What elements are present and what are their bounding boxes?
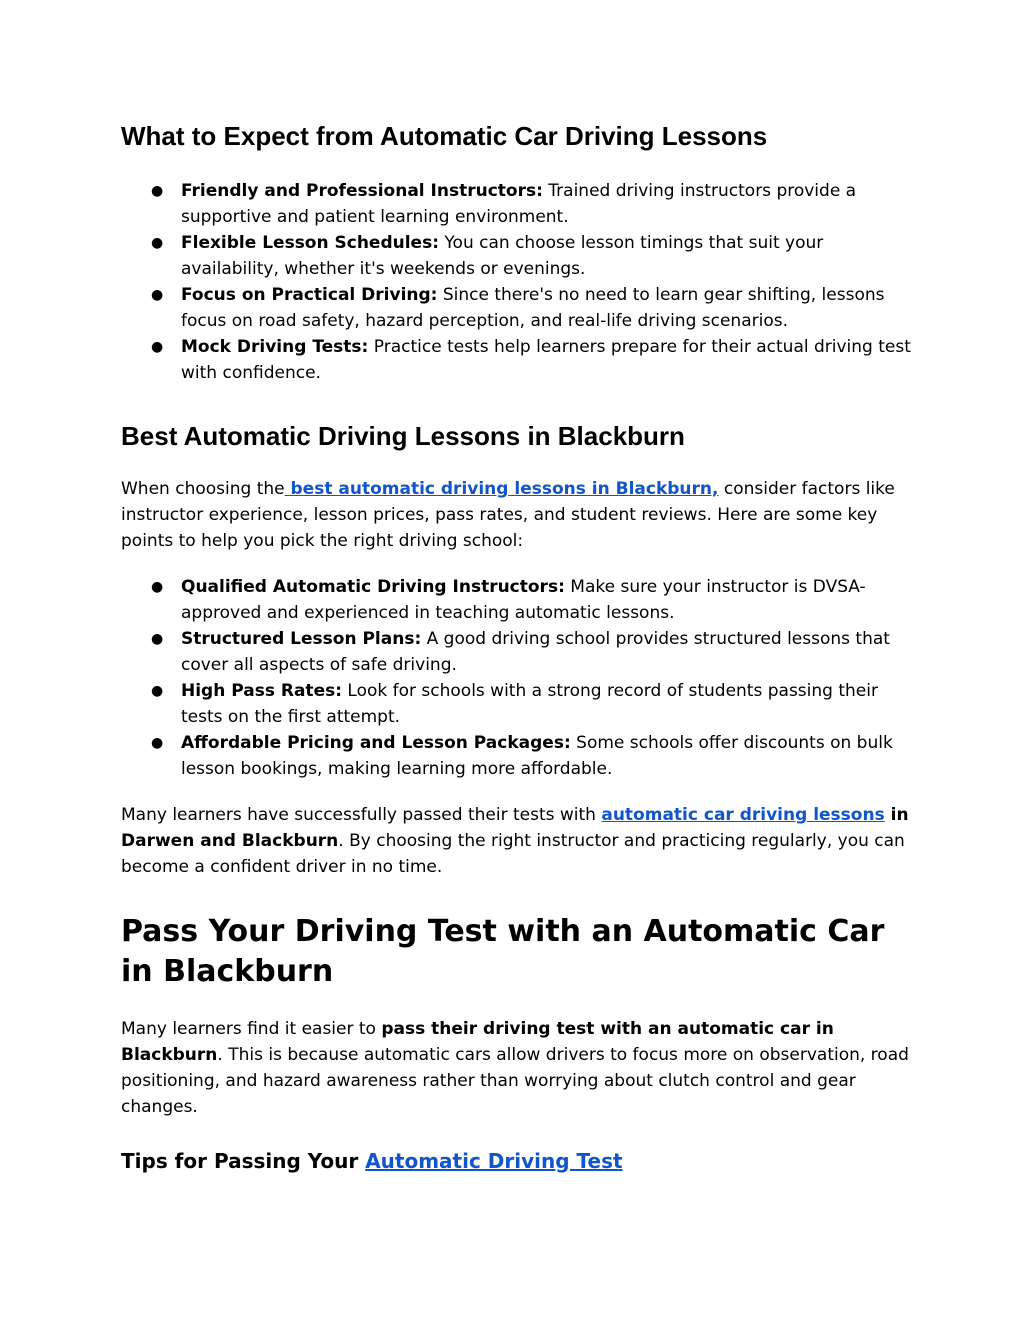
closing-bold: in Darwen and Blackburn: [121, 805, 909, 851]
list-item: [121, 730, 911, 782]
heading-what-to-expect: What to Expect from Automatic Car Driving Lessons: [121, 121, 768, 151]
best-lessons-intro: [121, 476, 911, 554]
key-points-list: [121, 574, 911, 782]
closing-text-rest: . By choosing the right instructor and practicing regularly, you can become a confident driver in no time.: [121, 831, 905, 877]
list-item-term: Affordable Pricing and Lesson Packages:: [181, 733, 571, 753]
heading-pass-test: Pass Your Driving Test with an Automatic Car in Blackburn: [121, 914, 885, 989]
list-item: [121, 282, 911, 334]
list-item: [121, 574, 911, 626]
automatic-lessons-link[interactable]: automatic car driving lessons: [601, 805, 885, 825]
list-item: [121, 678, 911, 730]
pass-text-rest: . This is because automatic cars allow drivers to focus more on observation, road positioning, and hazard awareness rather than worrying about clutch control and gear changes.: [121, 1045, 909, 1117]
list-item: [121, 230, 911, 282]
pass-test-paragraph: [121, 1016, 911, 1120]
list-item-text: Since there's no need to learn gear shifting, lessons focus on road safety, hazard perception, and real-life driving scenarios.: [181, 285, 885, 331]
list-item-text: Practice tests help learners prepare for their actual driving test with confidence.: [181, 337, 911, 383]
list-item-term: Mock Driving Tests:: [181, 337, 369, 357]
pass-bold: pass their driving test with an automatic car in Blackburn: [121, 1019, 834, 1065]
list-item-text: Look for schools with a strong record of students passing their tests on the first attempt.: [181, 681, 878, 727]
automatic-driving-test-link[interactable]: Automatic Driving Test: [365, 1149, 623, 1173]
document-content: [121, 118, 911, 1176]
list-item-term: Friendly and Professional Instructors:: [181, 181, 543, 201]
heading-tips: [121, 1146, 911, 1176]
expect-list: [121, 178, 911, 386]
list-item: [121, 626, 911, 678]
list-item-text: Trained driving instructors provide a supportive and patient learning environment.: [181, 181, 857, 227]
list-item-text: Make sure your instructor is DVSA-approved and experienced in teaching automatic lessons.: [181, 577, 866, 623]
best-lessons-link[interactable]: best automatic driving lessons in Blackburn,: [284, 479, 719, 499]
intro-text-rest: consider factors like instructor experience, lesson prices, pass rates, and student reviews. Here are some key points to help you pick the right driving school:: [121, 479, 895, 551]
list-item-term: Structured Lesson Plans:: [181, 629, 422, 649]
list-item-term: Flexible Lesson Schedules:: [181, 233, 440, 253]
best-lessons-closing: [121, 802, 911, 880]
intro-text: When choosing the: [121, 479, 285, 499]
list-item-text: Some schools offer discounts on bulk lesson bookings, making learning more affordable.: [181, 733, 893, 779]
tips-title-text: Tips for Passing Your: [121, 1149, 366, 1173]
list-item: [121, 178, 911, 230]
closing-text: Many learners have successfully passed their tests with: [121, 805, 602, 825]
list-item: [121, 334, 911, 386]
list-item-term: Qualified Automatic Driving Instructors:: [181, 577, 565, 597]
list-item-text: You can choose lesson timings that suit your availability, whether it's weekends or evenings.: [181, 233, 824, 279]
list-item-text: A good driving school provides structured lessons that cover all aspects of safe driving.: [181, 629, 890, 675]
pass-text: Many learners find it easier to: [121, 1019, 382, 1039]
heading-best-lessons: Best Automatic Driving Lessons in Blackburn: [121, 421, 685, 451]
list-item-term: High Pass Rates:: [181, 681, 343, 701]
list-item-term: Focus on Practical Driving:: [181, 285, 438, 305]
